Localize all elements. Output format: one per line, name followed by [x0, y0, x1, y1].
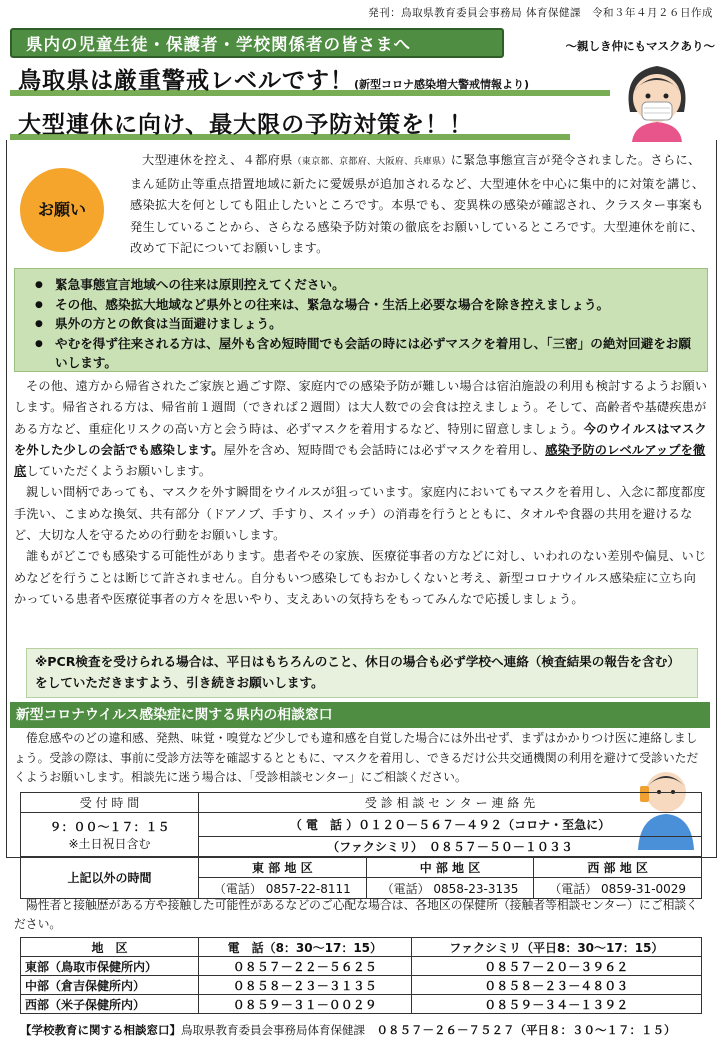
west-header: 西 部 地 区	[534, 857, 702, 878]
request-item: ● 県外の方との飲食は当面避けましょう。	[25, 314, 695, 334]
paragraph-family: 親しい間柄であっても、マスクを外す瞬間をウイルスが狙っています。家庭内においてもマスクを着用し、入念に都度都度手洗い、こまめな換気、共有部分（ドアノブ、手すり、スイッチ）の消毒を行うとともに、タオルや食器の共用を避けるなど、大切な人を守るための行動をお願いします。	[14, 485, 706, 543]
paragraph-discrimination: 誰もがどこでも感染する可能性があります。患者やその家族、医療従事者の方などに対し、いわれのない差別や偏見、いじめなどを行うことは断じて許されません。自分もいつ感染してもおかしくないと考え、新型コロナウイルス感染症に立ち向かっている患者や医療従事者の方々を思いやり、支えあいの気持ちをもってみんなで応援しましょう。	[14, 549, 707, 606]
tagline: ～親しき仲にもマスクあり～	[565, 39, 715, 53]
central-tel: （電話） 0858-23-3135	[366, 878, 534, 899]
request-item: ● やむを得ず往来される方は、屋外も含め短時間でも会話の時には必ずマスクを着用し、「三密」の絶対回避をお願いします。	[25, 334, 695, 373]
header-area: 地 区	[21, 938, 199, 957]
health-center-table	[20, 937, 702, 1014]
headline-alert: 鳥取県は厳重警戒レベルです！(新型コロナ感染増大警戒情報より)	[18, 68, 530, 94]
table-row: 中部（倉吉保健所内） ０８５８－２３－３１３５ ０８５８－２３－４８０３	[21, 976, 702, 995]
table-row: 西部（米子保健所内） ０８５９－３１－００２９ ０８５９－３４－１３９２	[21, 995, 702, 1014]
header-tel: 電 話（8：30～17：15）	[199, 938, 412, 957]
fax-cell: （ファクシミリ） ０８５７－５０－１０３３	[199, 837, 702, 857]
school-consult-footer: 【学校教育に関する相談窓口】鳥取県教育委員会事務局体育保健課 ０８５７－２６－７５２７（平日８：３０～１７：１５）	[20, 1023, 676, 1037]
publisher-line: 発刊：鳥取県教育委員会事務局 体育保健課 令和３年４月２６日作成	[368, 7, 713, 19]
request-item: ● その他、感染拡大地域など県外との往来は、緊急な場合・生活上必要な場合を除き控えましょう。	[25, 295, 695, 315]
consult-center-table	[20, 792, 702, 899]
time-cell: ９：００～１７：１５ ※土日祝日含む	[21, 813, 199, 857]
request-item: ● 緊急事態宣言地域への往来は原則控えてください。	[25, 275, 695, 295]
header-fax: ファクシミリ（平日8：30～17：15）	[411, 938, 701, 957]
east-header: 東 部 地 区	[199, 857, 367, 878]
intro-paragraph: 大型連休を控え、４都府県（東京都、京都府、大阪府、兵庫県）に緊急事態宣言が発令されました。さらに、まん延防止等重点措置地域に新たに愛媛県が追加されるなど、大型連休を中心に集中的に対策を講じ、感染拡大を何としても阻止したいところです。本県でも、変異株の感染が確認され、クラスター事案も発生していることから、さらなる感染予防対策の徹底をお願いしているところです。大型連休を前に、改めて下記についてお願いします。	[130, 153, 705, 255]
header-center: 受 診 相 談 セ ン タ ー 連 絡 先	[199, 793, 702, 813]
tel-cell: （ 電 話 ）０１２０－５６７－４９２（コロナ・至急に）	[199, 813, 702, 837]
consult-section-title: 新型コロナウイルス感染症に関する県内の相談窓口	[10, 702, 710, 728]
pcr-notice: ※PCR検査を受けられる場合は、平日はもちろんのこと、休日の場合も必ず学校へ連絡（検査結果の報告を含む）をしていただきますよう、引き続きお願いします。	[26, 648, 698, 698]
body-text	[14, 376, 708, 610]
headline-prevention: 大型連休に向け、最大限の予防対策を！！	[18, 112, 474, 138]
east-tel: （電話） 0857-22-8111	[199, 878, 367, 899]
masked-girl-illustration	[612, 52, 702, 142]
table-row: 東部（鳥取市保健所内） ０８５７－２２－５６２５ ０８５７－２０－３９６２	[21, 957, 702, 976]
west-tel: （電話） 0859-31-0029	[534, 878, 702, 899]
audience-banner: 県内の児童生徒・保護者・学校関係者の皆さまへ	[10, 28, 504, 58]
paragraph-homecoming: その他、遠方から帰省されたご家族と過ごす際、家庭内での感染予防が難しい場合は宿泊施設の利用も検討するようお願いします。帰省される方は、帰省前１週間（できれば２週間）は大人数での会食は控えましょう。そして、高齢者や基礎疾患がある方など、重症化リスクの高い方と会う時は、必ずマスクを着用するなど、特別に留意しましょう。今のウイルスはマスクを外した少しの会話でも感染します。屋外を含め、短時間でも会話時には必ずマスクを着用し、感染予防のレベルアップを徹底していただくようお願いします。	[14, 379, 708, 479]
contact-note: 陽性者と接触歴がある方や接触した可能性があるなどのご心配な場合は、各地区の保健所（接触者等相談センター）にご相談ください。	[14, 898, 698, 931]
header-time: 受 付 時 間	[21, 793, 199, 813]
other-time-cell: 上記以外の時間	[21, 857, 199, 899]
request-list	[14, 268, 708, 372]
central-header: 中 部 地 区	[366, 857, 534, 878]
consult-text: 倦怠感やのどの違和感、発熱、味覚・嗅覚など少しでも違和感を自覚した場合には外出せず、まずはかかりつけ医に連絡しましょう。受診の際は、事前に受診方法等を確認するとともに、マスクを着用し、できるだけ公共交通機関の利用を避けて受診いただくようお願いします。相談先に迷う場合は、「受診相談センター」にご相談ください。	[14, 731, 699, 784]
request-badge: お願い	[20, 168, 104, 252]
